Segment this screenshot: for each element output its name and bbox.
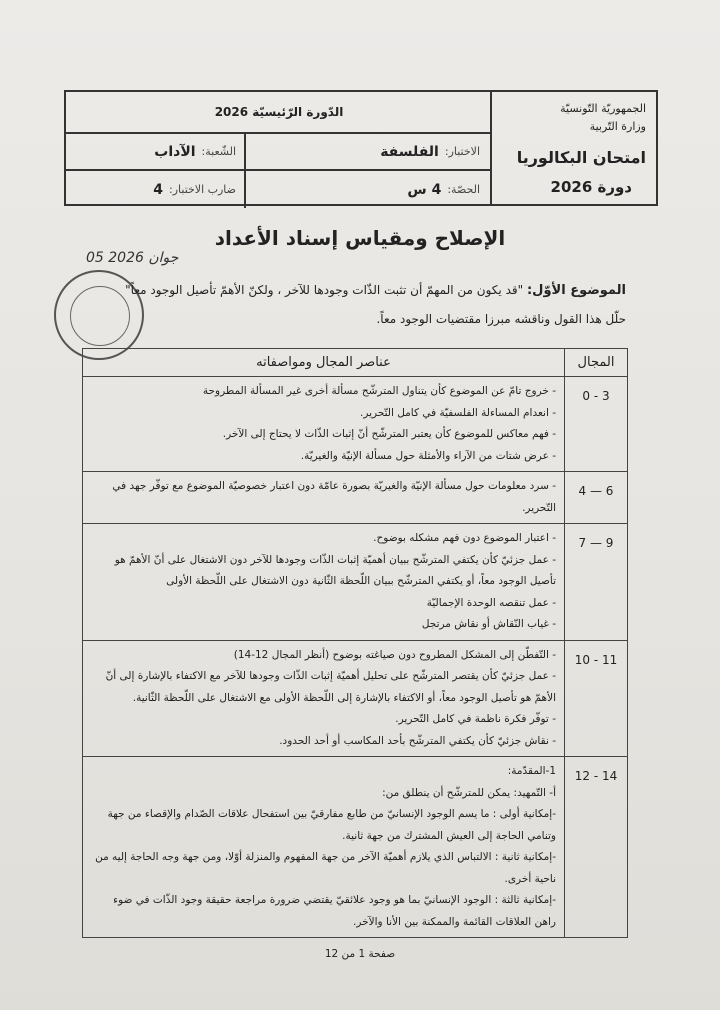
branch-value: الآداب xyxy=(154,143,196,160)
criteria-item: 1-المقدّمة: xyxy=(507,765,556,777)
page-title: الإصلاح ومقياس إسناد الأعداد xyxy=(214,226,506,250)
criteria-item: - عمل جزئيّ كأن يقتصر المترشّح على تحليل أهميّة إثبات الذّات وجودها للآخر مع الاكتفاء بالإشارة إلى أنّ الأهمّ هو تأصيل الوجود معاً، أو الاكتفاء بالإشارة إلى اللّحظة الأولى مع الاشتغال على اللّحظة الثّانية. xyxy=(105,670,556,704)
criteria-cell xyxy=(83,640,565,757)
criteria-item: -إمكانية أولى : ما يسم الوجود الإنسانيّ من طابع مفارقيّ بين استفحال علاقات الصّدام والإقصاء من جهة وتنامي الحاجة إلى العيش المشترك من جهة ثانية. xyxy=(107,808,556,842)
test-label: الاختبار: xyxy=(444,145,480,158)
criteria-item: -إمكانية ثالثة : الوجود الإنسانيّ بما هو وجود علائقيّ يقتضي ضرورة مراجعة حقيقة وجود الذّات في ضوء راهن العلاقات القائمة والممكنة بين الأنا والآخر. xyxy=(113,894,556,928)
duration-value: 4 س xyxy=(407,181,442,198)
test-value: الفلسفة xyxy=(380,143,439,160)
table-row xyxy=(83,640,628,757)
criteria-item: - انعدام المساءلة الفلسفيّة في كامل التّحرير. xyxy=(359,406,556,419)
criteria-cell xyxy=(83,472,565,524)
duration-label: الحصّة: xyxy=(447,183,480,196)
criteria-item: - عمل تنقصه الوحدة الإجماليّة xyxy=(426,596,556,609)
header-official-block xyxy=(490,92,656,204)
exam-name: امتحان البكالوريا xyxy=(516,148,646,167)
handwritten-date: 05 جوان 2026 xyxy=(86,250,179,266)
session-title: الدّورة الرّئيسيّة 2026 xyxy=(66,92,492,134)
exam-header-box xyxy=(64,90,658,206)
col-domain-header: المجال xyxy=(565,349,628,377)
criteria-item: - غياب النّقاش أو نقاش مرتجل xyxy=(421,618,556,630)
criteria-cell xyxy=(83,524,565,641)
coef-cell xyxy=(66,171,246,208)
subject-instruction: حلّل هذا القول وناقشه مبرزا مقتضيات الوجود معاً. xyxy=(376,312,626,326)
grading-table xyxy=(82,348,628,938)
criteria-item: - اعتبار الموضوع دون فهم مشكله بوضوح. xyxy=(373,532,556,544)
criteria-item: - نقاش جزئيّ كأن يكتفي المترشّح بأحد المكاسب أو أحد الحدود. xyxy=(279,734,556,747)
page-number: صفحة 1 من 12 xyxy=(324,948,396,960)
criteria-item: - توفّر فكرة ناظمة في كامل التّحرير. xyxy=(395,713,556,725)
test-cell xyxy=(244,134,490,171)
criteria-item: - عرض شتات من الآراء والأمثلة حول مسألة الإنيّة والغيريّة. xyxy=(300,449,556,462)
table-row xyxy=(83,377,628,472)
criteria-item: - عمل جزئيّ كأن يكتفي المترشّح ببيان أهميّة إثبات الذّات وجودها للآخر دون الاشتغال على أنّ الأهمّ هو تأصيل الوجود معاً، أو يكتفي المترشّح ببيان اللّحظة الثّانية دون الاشتغال على اللّحظة الأولى xyxy=(114,553,556,587)
criteria-item: - فهم معاكس للموضوع كأن يعتبر المترشّح أنّ إثبات الذّات لا يحتاج إلى الآخر. xyxy=(222,428,556,440)
table-row xyxy=(83,472,628,524)
subject-label: الموضوع الأوّل: xyxy=(526,283,626,298)
subject-statement xyxy=(96,276,626,333)
table-row xyxy=(83,757,628,938)
criteria-item: أ- التّمهيد: يمكن للمترشّح أن ينطلق من: xyxy=(382,786,556,799)
coef-label: ضارب الاختبار: xyxy=(169,183,236,196)
grade-range: 0 - 3 xyxy=(565,377,628,472)
branch-cell xyxy=(66,134,246,171)
republic-name: الجمهوريّة التّونسيّة xyxy=(560,102,646,115)
subject-quote: "قد يكون من المهمّ أن تثبت الذّات وجودها للآخر ، ولكنّ الأهمّ تأصيل الوجود معاً" xyxy=(125,283,524,297)
session-label: دورة 2026 xyxy=(550,178,632,196)
ministry-name: وزارة التّربية xyxy=(589,120,646,133)
duration-cell xyxy=(244,171,490,208)
criteria-item: - خروج تامّ عن الموضوع كأن يتناول المترشّح مسألة أخرى غير المسألة المطروحة xyxy=(202,385,556,397)
criteria-item: -إمكانية ثانية : الالتباس الذي يلازم أهميّة الآخر من جهة المفهوم والمنزلة أوّلا، ومن جهة وجه الحاجة إليه من ناحية أخرى. xyxy=(95,851,556,885)
col-elements-header: عناصر المجال ومواصفاته xyxy=(83,349,565,377)
grade-range: 12 - 14 xyxy=(565,757,628,938)
branch-label: الشّعبة: xyxy=(201,145,236,158)
grade-range: 7 — 9 xyxy=(565,524,628,641)
criteria-cell xyxy=(83,377,565,472)
grade-range: 4 — 6 xyxy=(565,472,628,524)
table-row xyxy=(83,524,628,641)
criteria-item: - سرد معلومات حول مسألة الإنيّة والغيريّة بصورة عامّة دون اعتبار خصوصيّة الموضوع مع توفّر جهد في التّحرير. xyxy=(112,480,556,514)
criteria-item: - التّفطّن إلى المشكل المطروح دون صياغته بوضوح (أنظر المجال 12-14) xyxy=(233,648,556,661)
criteria-cell xyxy=(83,757,565,938)
table-header-row xyxy=(83,349,628,377)
coef-value: 4 xyxy=(153,181,163,198)
grade-range: 10 - 11 xyxy=(565,640,628,757)
